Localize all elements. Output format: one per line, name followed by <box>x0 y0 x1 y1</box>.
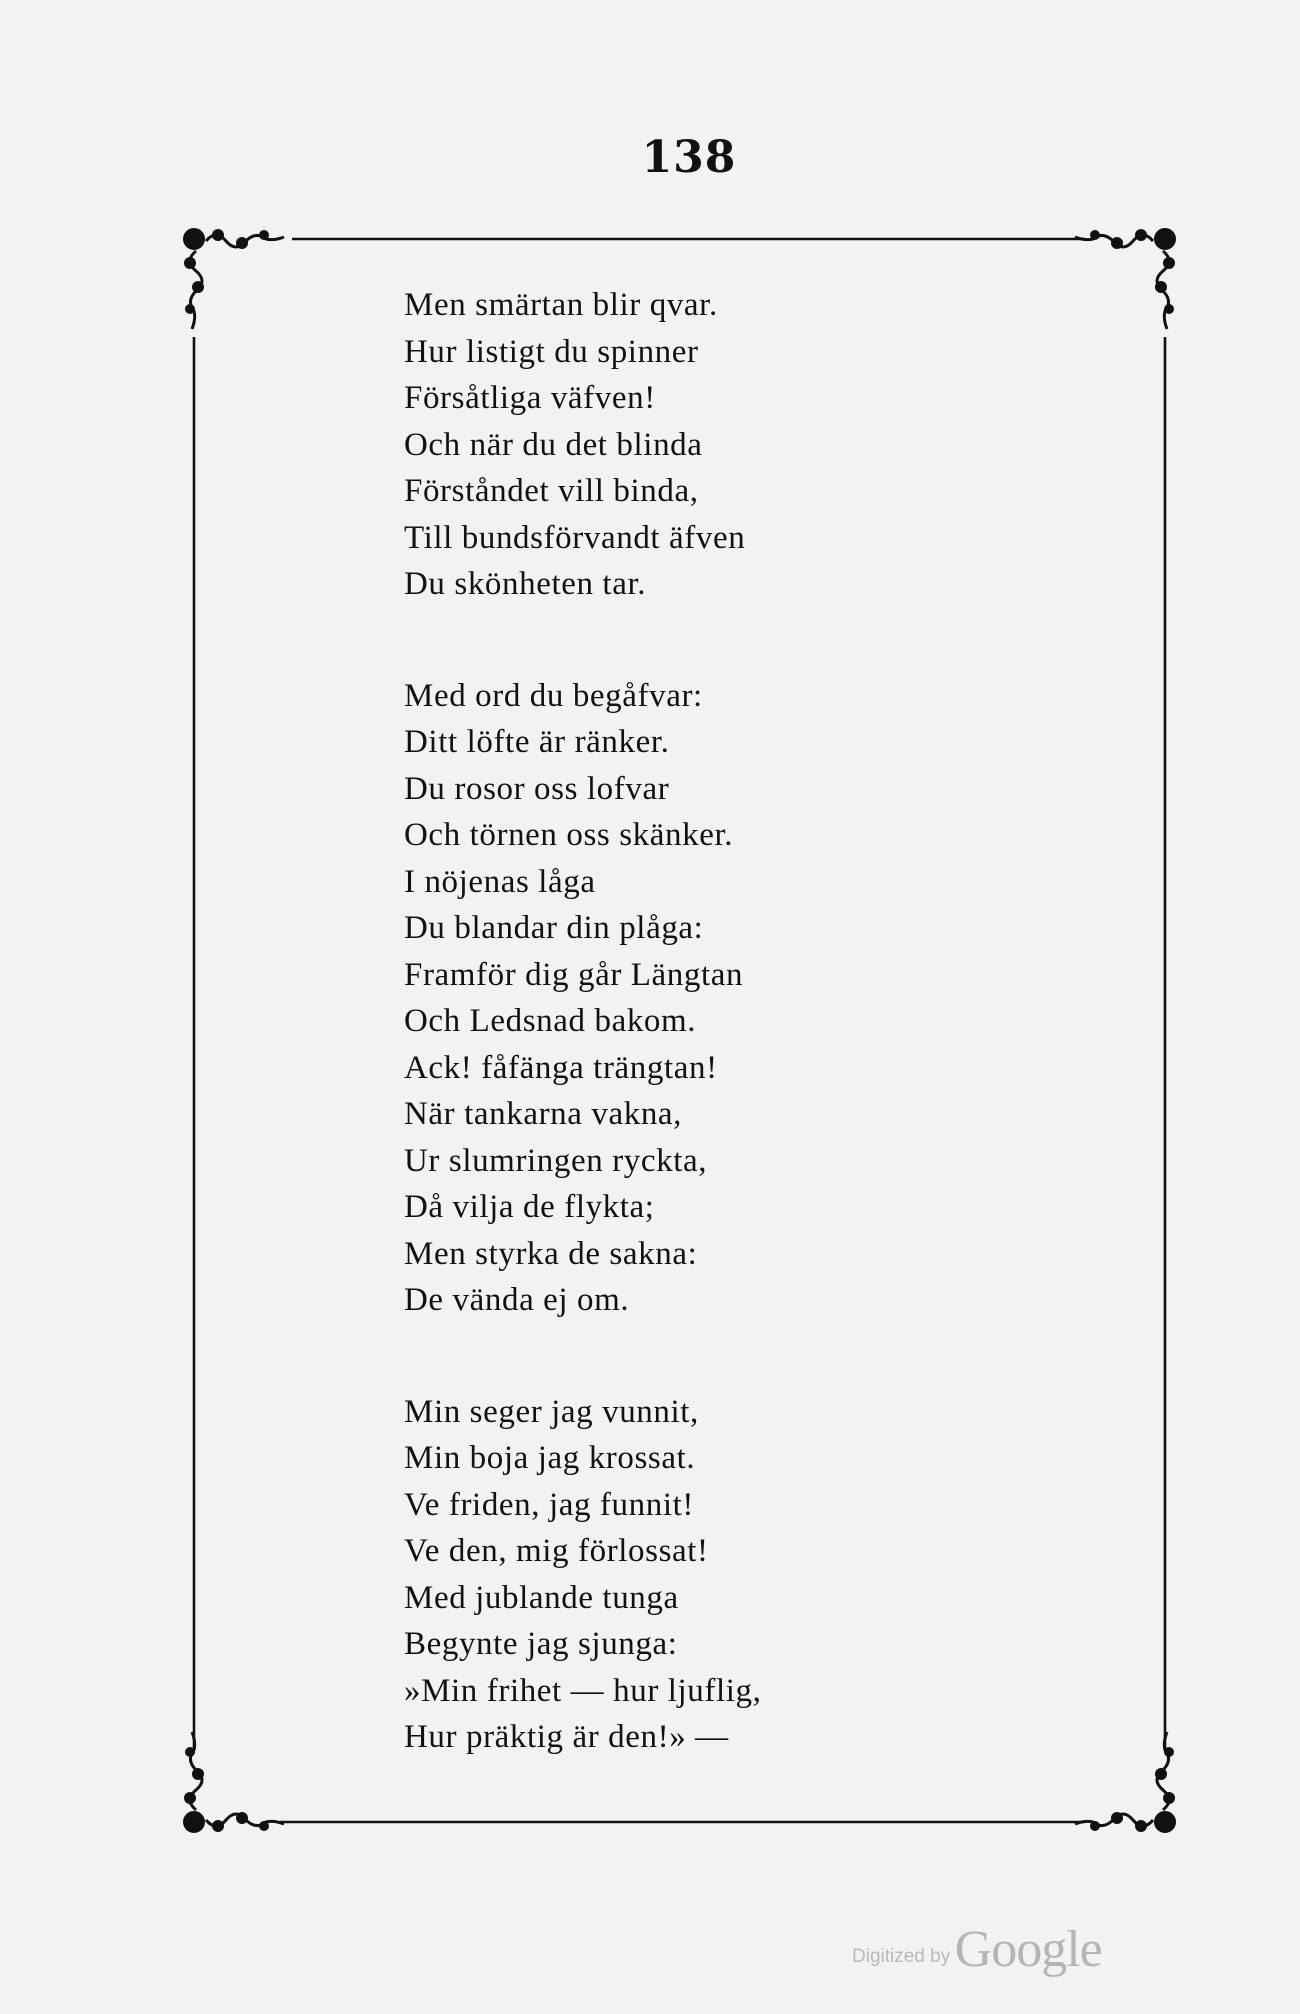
digitized-watermark <box>852 1920 1102 1979</box>
poem-line: Men smärtan blir qvar. <box>404 287 718 323</box>
poem-line: Ve friden, jag funnit! <box>404 1486 694 1523</box>
poem-line: Försåtliga väfven! <box>404 380 656 416</box>
poem-line: Ack! fåfänga trängtan! <box>404 1049 718 1086</box>
watermark-prefix: Digitized by <box>852 1946 951 1967</box>
poem-line: Du blandar din plåga: <box>404 910 704 946</box>
poem-line: Du skönheten tar. <box>404 566 647 602</box>
watermark-brand: Google <box>954 1921 1102 1978</box>
poem-line: När tankarna vakna, <box>404 1096 683 1132</box>
poem-line: Och när du det blinda <box>404 426 703 463</box>
poem-body <box>404 282 1124 1826</box>
floral-corner-icon-top-left <box>184 229 284 329</box>
poem-line: Begynte jag sjunga: <box>404 1626 678 1662</box>
stanza <box>404 282 1124 608</box>
poem-line: Min seger jag vunnit, <box>404 1393 699 1430</box>
poem-line: Till bundsförvandt äfven <box>404 519 746 556</box>
poem-line: Med ord du begåfvar: <box>404 677 703 714</box>
poem-line: Med jublande tunga <box>404 1579 679 1616</box>
poem-line: Då vilja de flykta; <box>404 1189 655 1225</box>
poem-line: Men styrka de sakna: <box>404 1235 698 1272</box>
stanza <box>404 1389 1124 1761</box>
floral-corner-icon-bottom-left <box>184 1732 284 1832</box>
poem-line: Framför dig går Längtan <box>404 956 744 993</box>
poem-line: Du rosor oss lofvar <box>404 770 670 807</box>
stanza <box>404 673 1124 1324</box>
poem-line: Ur slumringen ryckta, <box>404 1142 708 1179</box>
poem-line: De vända ej om. <box>404 1282 630 1318</box>
poem-line: I nöjenas låga <box>404 863 596 900</box>
poem-line: Min boja jag krossat. <box>404 1440 696 1476</box>
poem-line: Och Ledsnad bakom. <box>404 1003 697 1039</box>
poem-line: Hur präktig är den!» — <box>404 1719 729 1755</box>
poem-line: Förståndet vill binda, <box>404 473 699 509</box>
poem-line: Ve den, mig förlossat! <box>404 1533 709 1569</box>
page-number: 138 <box>641 132 737 183</box>
poem-line: Hur listigt du spinner <box>404 333 699 370</box>
poem-line: Ditt löfte är ränker. <box>404 724 670 760</box>
poem-line: »Min frihet — hur ljuflig, <box>404 1672 762 1709</box>
poem-line: Och törnen oss skänker. <box>404 817 734 853</box>
